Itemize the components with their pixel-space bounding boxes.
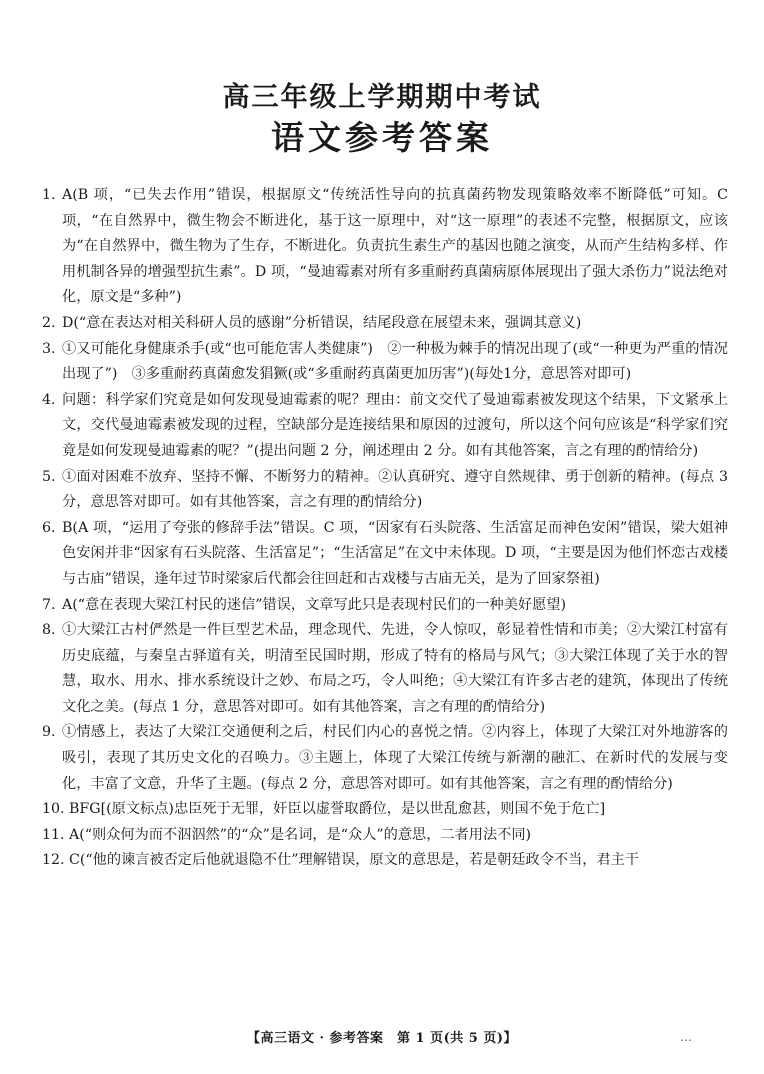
answer-text: ①情感上，表达了大梁江交通便利之后，村民们内心的喜悦之情。②内容上，体现了大梁江对外地游客的吸引，表现了其历史文化的召唤力。③主题上，体现了大梁江传统与新潮的融汇、在新时代的发展与变化，丰富了文意，升华了主题。(每点 2 分，意思答对即可。如有其他答案，言之有理的酌情给分)	[62, 724, 728, 792]
answer-item-4	[42, 388, 728, 465]
answer-number: 4.	[42, 391, 56, 408]
answer-item-3	[42, 337, 728, 388]
answer-text: ①面对困难不放弃、坚持不懈、不断努力的精神。②认真研究、遵守自然规律、勇于创新的精神。(每点 3 分，意思答对即可。如有其他答案，言之有理的酌情给分)	[62, 468, 728, 511]
exam-title: 高三年级上学期期中考试	[222, 82, 542, 113]
answer-item-2	[42, 311, 728, 337]
answer-item-10	[42, 797, 728, 823]
answer-item-8	[42, 618, 728, 720]
answer-item-6	[42, 516, 728, 593]
answer-text: BFG[(原文标点)忠臣死于无罪，奸臣以虚誉取爵位，是以世乱愈甚，则国不免于危亡]	[69, 801, 606, 818]
answer-text: A(“意在表现大梁江村民的迷信”错误，文章写此只是表现村民们的一种美好愿望)	[62, 596, 567, 613]
answer-number: 8.	[42, 622, 56, 639]
answer-text: A(B 项，“已失去作用”错误，根据原文“传统活性导向的抗真菌药物发现策略效率不断降低”可知。C 项，“在自然界中，微生物会不断进化，基于这一原理中，对“这一原理”的表述不完整，根据原文，应该为“在自然界中，微生物为了生存，不断进化。负责抗生素生产的基因也随之演变，从而产生结构多样、作用机制各异的增强型抗生素”。D 项，“曼迪霉素对所有多重耐药真菌病原体展现出了强大杀伤力”说法绝对化，原文是“多种”)	[62, 187, 728, 306]
answer-key-title: 语文参考答案	[271, 118, 493, 157]
answer-number: 2.	[42, 314, 56, 331]
answer-number: 7.	[42, 596, 56, 613]
answer-text: C(“他的谏言被否定后他就退隐不仕”理解错误，原文的意思是，若是朝廷政令不当，君主干	[69, 852, 640, 869]
answer-text: ①又可能化身健康杀手(或“也可能危害人类健康”) ②一种极为棘手的情况出现了(或“一种更为严重的情况出现了”) ③多重耐药真菌愈发猖獗(或“多重耐药真菌更加历害”)(每处1分，意思答对即可)	[62, 340, 728, 383]
answer-list	[42, 183, 728, 874]
answer-number: 3.	[42, 340, 56, 357]
answer-number: 6.	[42, 519, 56, 536]
answer-text: ①大梁江古村俨然是一件巨型艺术品，理念现代、先进，令人惊叹，彰显着性情和市美；②大梁江村富有历史底蕴，与秦皇古驿道有关，明清至民国时期，形成了特有的格局与风气；③大梁江体现了关于水的智慧，取水、用水、排水系统设计之妙、布局之巧，令人叫绝；④大梁江有许多古老的建筑，体现出了传统文化之美。(每点 1 分，意思答对即可。如有其他答案，言之有理的酌情给分)	[62, 622, 728, 715]
answer-text: D(“意在表达对相关科研人员的感谢”分析错误，结尾段意在展望未来，强调其意义)	[62, 314, 582, 331]
answer-number: 11.	[42, 826, 65, 843]
footer-mark: …	[680, 1030, 692, 1044]
answer-item-9	[42, 720, 728, 797]
page-footer: 【高三语文 · 参考答案 第 1 页(共 5 页)】	[246, 1031, 518, 1046]
answer-text: A(“则众何为而不泅泅然”的“众”是名词，是“众人”的意思，二者用法不同)	[69, 826, 532, 843]
answer-number: 9.	[42, 724, 56, 741]
answer-number: 1.	[42, 187, 56, 203]
answer-item-12	[42, 848, 728, 874]
answer-text: B(A 项，“运用了夸张的修辞手法”错误。C 项，“因家有石头院落、生活富足而神色安闲”错误，梁大姐神色安闲并非“因家有石头院落、生活富足”；“生活富足”在文中未体现。D 项，“主要是因为他们怀恋古戏楼与古庙”错误，逢年过节时梁家后代都会往回赶和古戏楼与古庙无关，是为了回家祭祖)	[62, 519, 728, 587]
answer-text: 问题：科学家们究竟是如何发现曼迪霉素的呢？理由：前文交代了曼迪霉素被发现这个结果，下文紧承上文，交代曼迪霉素被发现的过程，空缺部分是连接结果和原因的过渡句，所以这个问句应该是“科学家们究竟是如何发现曼迪霉素的呢？”(提出问题 2 分，阐述理由 2 分。如有其他答案，言之有理的酌情给分)	[62, 391, 728, 459]
answer-number: 10.	[42, 801, 65, 818]
answer-number: 5.	[42, 468, 56, 485]
answer-item-11	[42, 823, 728, 849]
answer-item-5	[42, 465, 728, 516]
answer-item-1	[42, 183, 728, 311]
answer-item-7	[42, 593, 728, 619]
answer-number: 12.	[42, 852, 65, 869]
